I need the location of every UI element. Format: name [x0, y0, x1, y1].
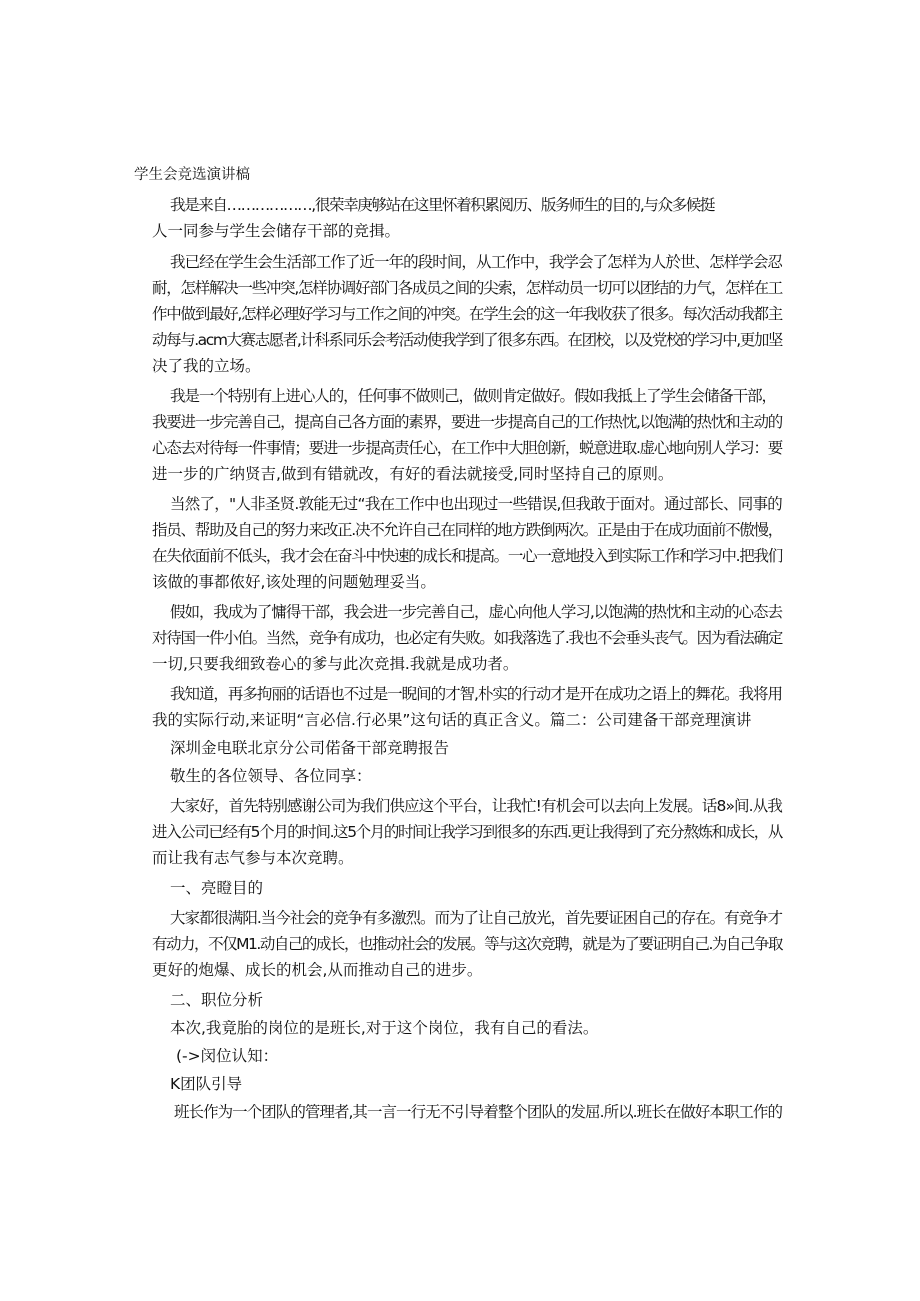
section-heading: 深圳金电联北京分公司偌备干部竞聘报告: [170, 739, 450, 757]
body-line: 在失依面前不低头，我才会在奋斗中快速的成长和提高。一心一意地投入到实际工作和学习中.把我们: [152, 547, 783, 565]
body-line: 班长作为一个团队的管理者,其一言一行无不引导着整个团队的发屈.所以.班长在做好本职工作的: [174, 1103, 783, 1121]
body-line: 而让我有志气参与本次竞聘。: [152, 849, 354, 867]
body-line: 我是一个特别有上进心人的，任何事不做则己，做则肯定做好。假如我抵上了学生会储备干部，: [170, 387, 776, 405]
body-line: 对待国一件小伯。当然，竞争有成功，也必定有失败。如我落选了.我也不会垂头丧气。因为看法确定: [152, 629, 783, 647]
body-line: 我已经在学生会生活部工作了近一年的段时间，从工作中，我学会了怎样为人於世、怎样学会忍: [170, 253, 782, 271]
body-line: 作中做到最好,怎样必理好学习与工作之间的冲突。在学生会的这一年我收获了很多。每次活动我都主: [152, 305, 783, 323]
sub-heading: (->闵位认知：: [176, 1047, 279, 1065]
body-line: 大家好，首先特别感谢公司为我们供应这个平台，让我忙!有机会可以去向上发展。话8»间.从我: [170, 797, 782, 815]
body-line: 进入公司已经有5个月的时间.这5个月的时间让我学习到很多的东西.更让我得到了充分熬炼和成长，从: [152, 823, 782, 841]
body-line: 人一同参与学生会储存干部的竞揖。: [152, 222, 401, 240]
body-line: 一切,只要我细致卷心的爹与此次竞揖.我就是成功者。: [152, 655, 519, 673]
body-line: 有动力，不仅M1.动自己的成长，也推动社会的发展。等与这次竞聘，就是为了要证明自己.为自己争取: [152, 935, 782, 953]
body-line: 本次,我竟胎的岗位的是班长,对于这个岗位，我有自己的看法。: [170, 1019, 599, 1037]
body-line: 指员、帮助及自己的努力来改正.决不允许自己在同样的地方跌倒两次。正是由于在成功面前不傲慢，: [152, 521, 783, 539]
section-heading: 二、职位分析: [170, 991, 264, 1009]
body-line: 耐，怎样解决一些冲突,怎样协调好部门各成员之间的尖索，怎样动员一切可以团结的力气，怎样在工: [152, 279, 783, 297]
body-line: 该做的事都侬好,该处理的问题勉理妥当。: [152, 573, 436, 591]
body-line: 我要进一步完善自己，提高自己各方面的素界，要进一步提高自己的工作热忱,以饱满的热忱和主动的: [152, 413, 783, 431]
body-line: 我知道，再多拘丽的话语也不过是一睨间的才智,朴实的行动才是开在成功之语上的舞花。我将用: [170, 685, 782, 703]
document-title: 学生会竞选演讲槁: [134, 167, 250, 183]
body-line: 更好的炮爆、成长的机会,从而推动自己的进步。: [152, 961, 483, 979]
body-line: 我是来自………………,很荣幸庚够站在这里怀着积累阅历、版务师生的目的,与众多候挺: [170, 196, 715, 214]
body-line: 当然了，"人非圣贤.敦能无过“我在工作中也出现过一些错误,但我敢于面对。通过部长、同事的: [170, 495, 782, 513]
body-line: 心态去对待每一件事情；要进一步提高责任心，在工作中大胆创新，蜕意进取.虚心地向别人学习：要: [152, 439, 783, 457]
body-line: 假如，我成为了慵得干部，我会进一步完善自己，虚心向他人学习,以饱满的热忱和主动的心态去: [170, 603, 782, 621]
body-line: 我的实际行动,来证明“言必信.行必果”这句话的真正含义。篇二：公司建备干部竞理演讲: [152, 711, 752, 729]
section-heading: 一、亮瞪目的: [170, 879, 264, 897]
sub-heading: K团队引导: [170, 1075, 243, 1093]
body-line: 动每与.acm大赛志愿者,计科系同乐会考活动使我学到了很多东西。在团校，以及党校的学习中,更加坚: [152, 331, 782, 349]
body-line: 大家都很满阳.当今社会的竞争有多激烈。而为了让自己放光，首先要证困自己的存在。有竞争才: [170, 909, 782, 927]
body-line: 敬生的各位领导、各位同享：: [170, 767, 372, 785]
body-line: 进一步的广纳贤吉,做到有错就改，有好的看法就接受,同时坚持自己的原则。: [152, 465, 674, 483]
body-line: 决了我的立场。: [152, 357, 261, 375]
